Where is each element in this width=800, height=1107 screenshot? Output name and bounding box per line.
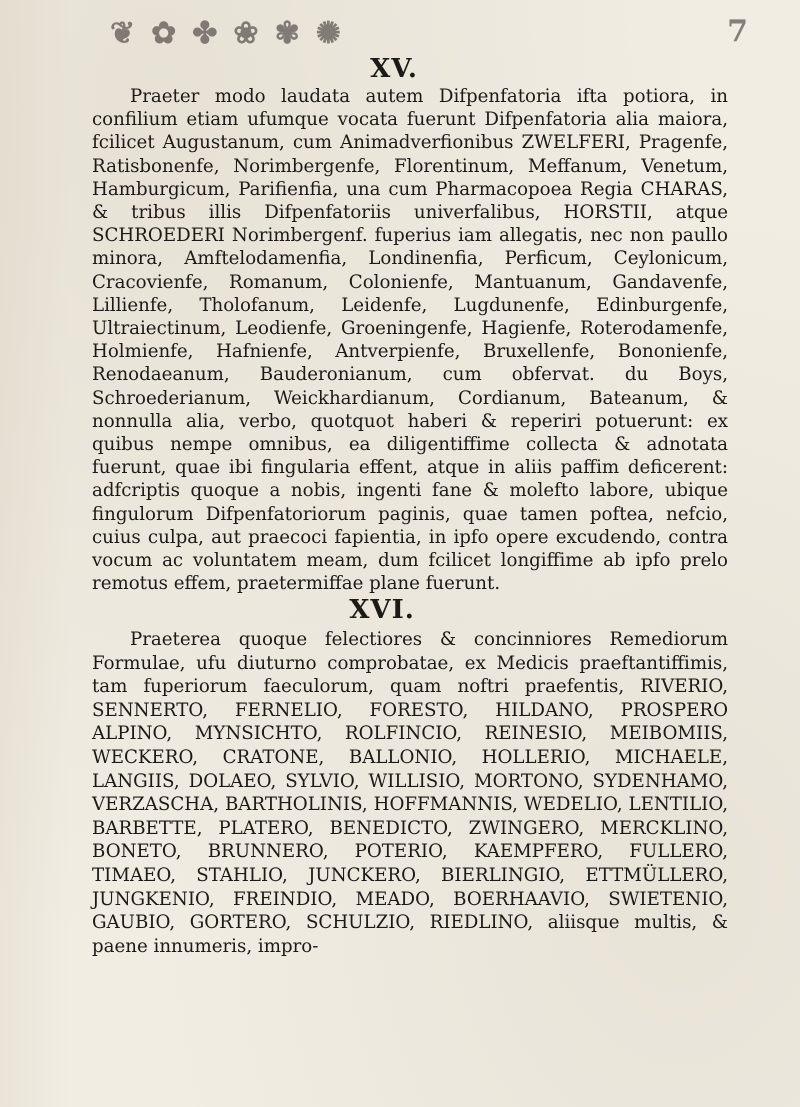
ornament-glyph: ✿ <box>151 15 179 51</box>
ornament-glyph: ❀ <box>233 15 261 51</box>
section-number-xvi: XVI. <box>349 595 415 625</box>
section-xvi-paragraph: Praeterea quoque felectiores & concinniores Remediorum Formulae, ufu diuturno comprobatae, ex Medicis praeftantiffimis, tam fuperiorum faeculorum, quam noftri praefentis, RIVERIO, SENNERTO, FERNELIO, FORESTO, HILDANO, PROSPERO ALPINO, MYNSICHTO, ROLFINCIO, REINESIO, MEIBOMIIS, WECKERO, CRATONE, BALLONIO, HOLLERIO, MICHAELE, LANGIIS, DOLAEO, SYLVIO, WILLISIO, MORTONO, SYDENHAMO, VERZASCHA, BARTHOLINIS, HOFFMANNIS, WEDELIO, LENTILIO, BARBETTE, PLATERO, BENEDICTO, ZWINGERO, MERCKLINO, BONETO, BRUNNERO, POTERIO, KAEMPFERO, FULLERO, TIMAEO, STAHLIO, JUNCKERO, BIERLINGIO, ETTMÜLLERO, JUNGKENIO, FREINDIO, MEADO, BOERHAAVIO, SWIETENIO, GAUBIO, GORTERO, SCHULZIO, RIEDLINO, aliisque multis, & paene innumeris, impro- <box>92 629 728 957</box>
ornament-glyph: ✤ <box>192 15 220 51</box>
section-xv-paragraph: Praeter modo laudata autem Difpenfatoria ifta potiora, in confilium etiam ufumque vocata fuerunt Difpenfatoria alia maiora, fcilicet Augustanum, cum Animadverfionibus ZWELFERI, Pragenfe, Ratisbonenfe, Norimbergenfe, Florentinum, Meffanum, Venetum, Hamburgicum, Parifienfia, una cum Pharmacopoea Regia CHARAS, & tribus illis Difpenfatoriis univerfalibus, HORSTII, atque SCHROEDERI Norimbergenf. fuperius iam allegatis, nec non paullo minora, Amftelodamenfia, Londinenfia, Perficum, Ceylonicum, Cracovienfe, Romanum, Colonienfe, Mantuanum, Gandavenfe, Lillienfe, Tholofanum, Leidenfe, Lugdunenfe, Edinburgenfe, Ultraiectinum, Leodienfe, Groeningenfe, Hagienfe, Roterodamenfe, Holmienfe, Hafnienfe, Antverpienfe, Bruxellenfe, Bononienfe, Renodaeanum, Bauderonianum, cum obfervat. du Boys, Schroederianum, Weickhardianum, Cordianum, Bateanum, & nonnulla alia, verbo, quotquot haberi & reperiri potuerunt: ex quibus nempe omnibus, ea diligentiffime collecta & adnotata fuerunt, quae ibi fingularia effent, atque in aliis paffim deficerent: adfcriptis quoque a nobis, ingenti fane & molefto labore, ubique fingulorum Difpenfatoriorum paginis, quae tamen poftea, nefcio, cuius culpa, aut praecoci fapientia, in ipfo opere excudendo, contra vocum ac voluntatem meam, dum fcilicet longiffime ab ipfo prelo remotus effem, praetermiffae plane fuerunt. <box>92 86 728 595</box>
ornament-glyph: ✾ <box>274 15 302 51</box>
ornament-header <box>110 12 750 54</box>
page-number: 7 <box>727 14 750 49</box>
page-gutter-shadow <box>0 0 70 1107</box>
section-number-xv: XV. <box>370 54 418 84</box>
ornament-glyph: ❦ <box>110 15 138 51</box>
ornament-glyph: ✺ <box>315 15 343 51</box>
